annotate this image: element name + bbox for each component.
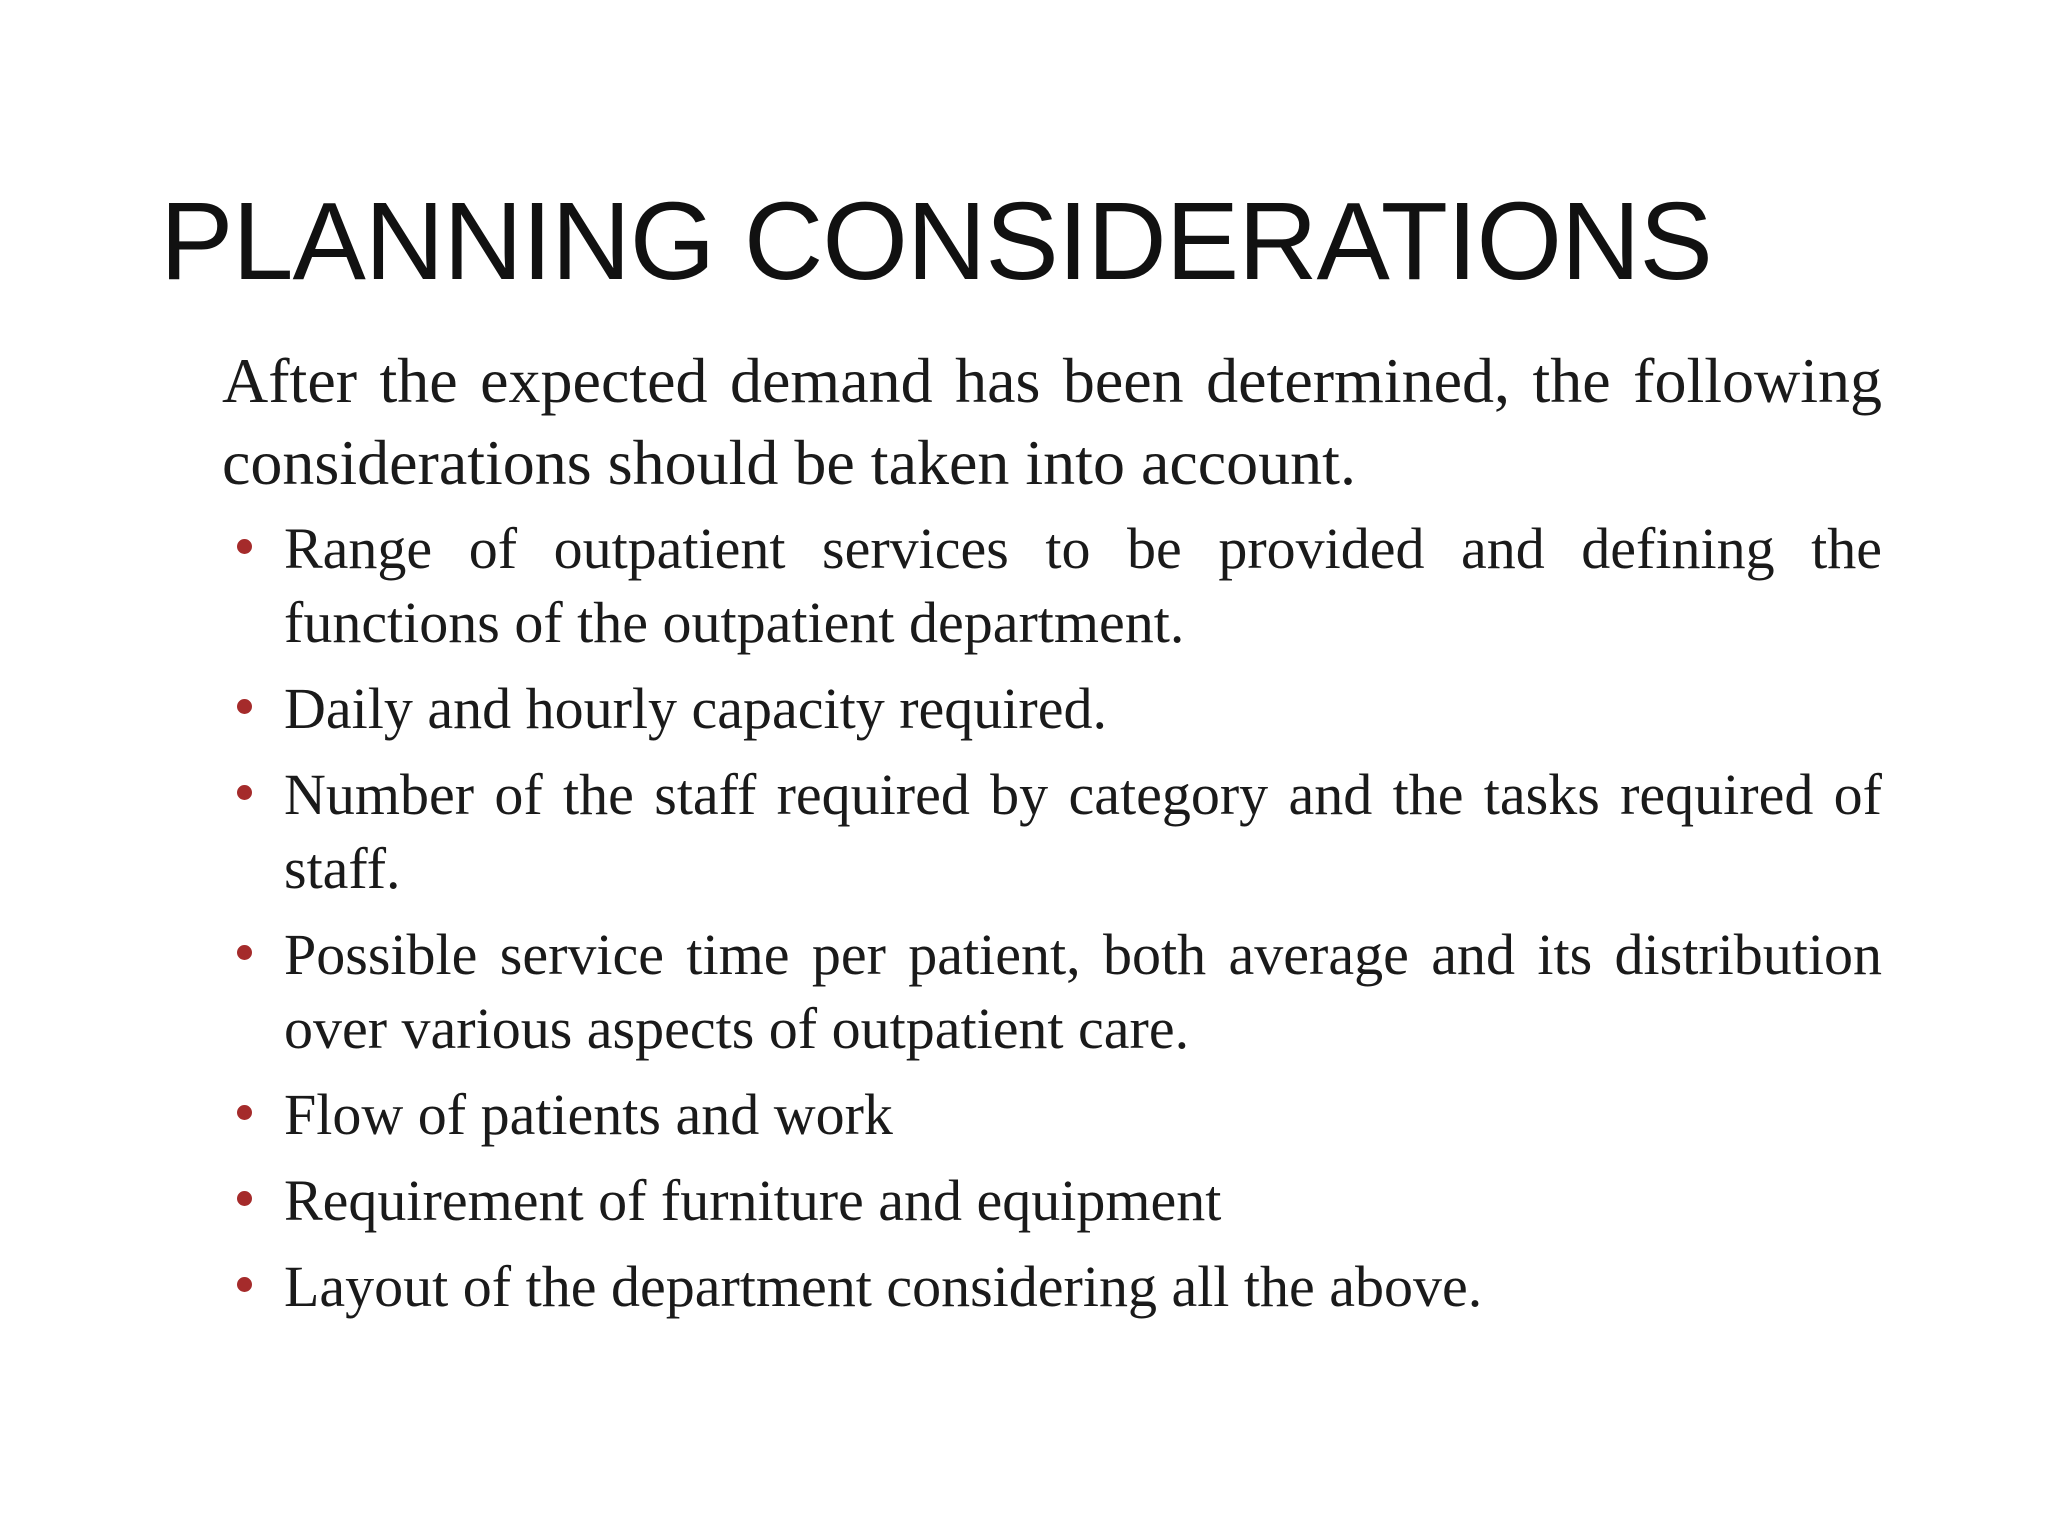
bullet-dot-icon	[237, 785, 252, 800]
bullet-text: Number of the staff required by category and the tasks required of staff.	[284, 762, 1882, 901]
bullet-text: Daily and hourly capacity required.	[284, 676, 1107, 741]
bullet-item-services-range	[232, 512, 1882, 660]
bullet-dot-icon	[237, 699, 252, 714]
bullet-item-staff	[232, 758, 1882, 906]
bullet-dot-icon	[237, 539, 252, 554]
slide-title: PLANNING CONSIDERATIONS	[160, 180, 1712, 303]
bullet-text: Requirement of furniture and equipment	[284, 1168, 1222, 1233]
bullet-text: Possible service time per patient, both average and its distribution over various aspects of outpatient care.	[284, 922, 1882, 1061]
bullet-list	[232, 512, 1882, 1336]
bullet-item-service-time	[232, 918, 1882, 1066]
bullet-text: Flow of patients and work	[284, 1082, 893, 1147]
bullet-item-flow	[232, 1078, 1882, 1152]
bullet-dot-icon	[237, 1277, 252, 1292]
bullet-item-furniture	[232, 1164, 1882, 1238]
bullet-item-layout	[232, 1250, 1882, 1324]
bullet-dot-icon	[237, 945, 252, 960]
bullet-text: Layout of the department considering all the above.	[284, 1254, 1483, 1319]
intro-paragraph: After the expected demand has been determined, the following considerations should be taken into account.	[222, 345, 1882, 498]
bullet-dot-icon	[237, 1105, 252, 1120]
bullet-text: Range of outpatient services to be provided and defining the functions of the outpatient department.	[284, 516, 1882, 655]
bullet-dot-icon	[237, 1191, 252, 1206]
bullet-item-capacity	[232, 672, 1882, 746]
